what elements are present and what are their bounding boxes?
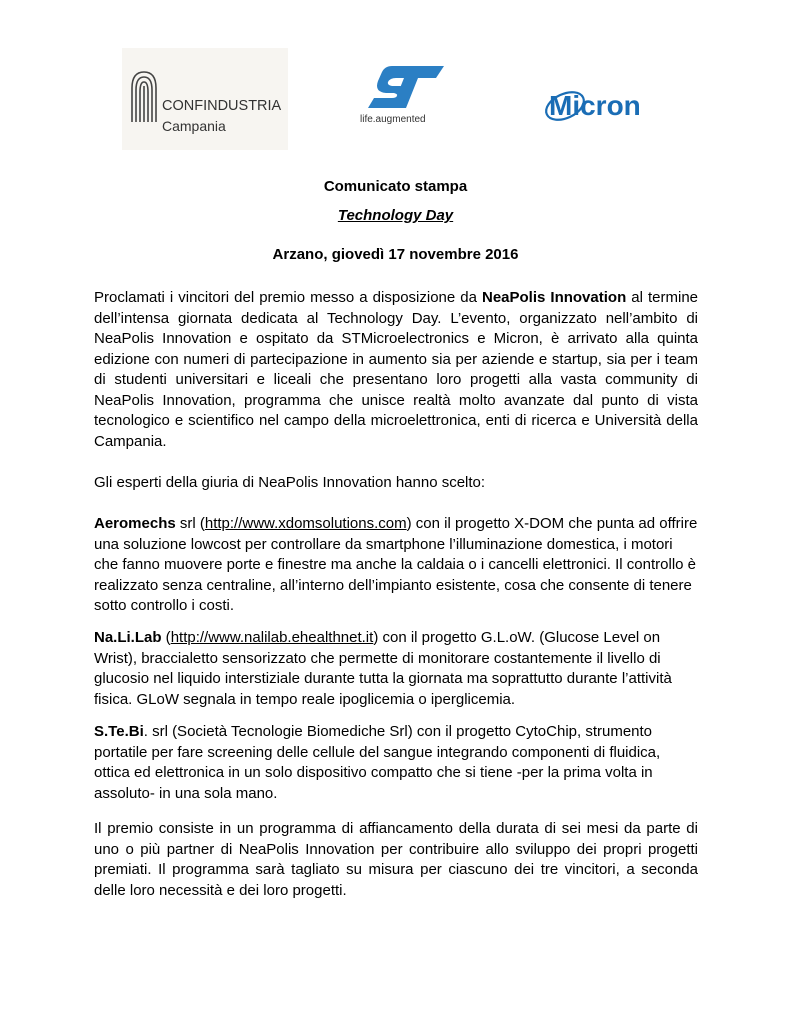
winner-description: . srl (Società Tecnologie Biomediche Srl) con il progetto CytoChip, strumento portatile per fare screening delle cellule del sangue integrando componenti di fluidica, ottica ed elettronica in un solo dispositivo compatto che si tiene -per la prima volta in assoluto- in una sola mano. [94, 723, 661, 802]
winner-link[interactable]: http://www.xdomsolutions.com [204, 515, 407, 532]
confindustria-name: CONFINDUSTRIA [162, 98, 282, 114]
winner-aeromechs [94, 514, 698, 617]
winner-description: ) con il progetto X-DOM che punta ad offrire una soluzione lowcost per controllare da smartphone l’illuminazione domestica, i motori che fanno muovere porte e finestre ma anche la caldaia o i cancelli elettronici. Il controllo è realizzato senza centraline, all’interno dell’impianto esistente, cosa che consente di tenere sotto controllo i costi. [94, 515, 698, 614]
winner-name: Na.Li.Lab [94, 629, 162, 646]
jury-paragraph: Gli esperti della giuria di NeaPolis Innovation hanno scelto: [94, 474, 486, 491]
prize-paragraph: Il premio consiste in un programma di affiancamento della durata di sei mesi da parte di uno o più partner di NeaPolis Innovation per contribuire allo sviluppo dei propri progetti premiati. Il programma sarà tagliato su misura per ciascuno dei tre vincitori, a seconda delle loro necessità e dei loro progetti. [94, 820, 698, 899]
winner-pre: srl ( [175, 515, 205, 532]
st-logo [360, 64, 452, 130]
micron-wordmark-icon [543, 82, 699, 128]
st-mark-icon [366, 64, 446, 110]
page-title: Technology Day [337, 207, 454, 224]
confindustria-logo [122, 48, 288, 150]
confindustria-emblem-icon [128, 68, 160, 124]
winner-description: ) con il progetto G.L.oW. (Glucose Level on Wrist), braccialetto sensorizzato che permette di monitorare costantemente il livello di glucosio nel liquido interstiziale durante tutta la giornata ma soprattutto durante l’attività fisica. GLoW segnala in tempo reale ipoglicemia o iperglicemia. [94, 629, 672, 708]
confindustria-region: Campania [162, 118, 226, 134]
winner-name: Aeromechs [94, 515, 176, 532]
dateline: Arzano, giovedì 17 novembre 2016 [272, 246, 519, 263]
winner-nalilab [94, 628, 698, 710]
winner-name: S.Te.Bi [94, 723, 144, 740]
st-tagline: life.augmented [360, 114, 426, 125]
winner-link[interactable]: http://www.nalilab.ehealthnet.it [170, 629, 374, 646]
winner-pre: ( [161, 629, 171, 646]
intro-text-a: Proclamati i vincitori del premio messo a disposizione da [94, 289, 482, 306]
winner-stebi [94, 722, 698, 804]
micron-logo [543, 82, 699, 128]
micron-wordmark-text: Micron [549, 90, 641, 121]
intro-org-name: NeaPolis Innovation [482, 289, 627, 306]
intro-text-b: al termine dell’intensa giornata dedicata al Technology Day. L’evento, organizzato nell’ambito di NeaPolis Innovation e ospitato da STMicroelectronics e Micron, è arrivato alla quinta edizione con numeri di partecipazione in aumento sia per aziende e startup, sia per i team di studenti universitari e liceali che presentano loro progetti alla vasta community di NeaPolis Innovation, programma che unisce realtà molto avanzate dal punto di vista tecnologico e scientifico nel campo della microelettronica, enti di ricerca e Università della Campania. [94, 289, 699, 450]
press-release-label: Comunicato stampa [323, 178, 468, 195]
intro-paragraph [94, 288, 698, 452]
